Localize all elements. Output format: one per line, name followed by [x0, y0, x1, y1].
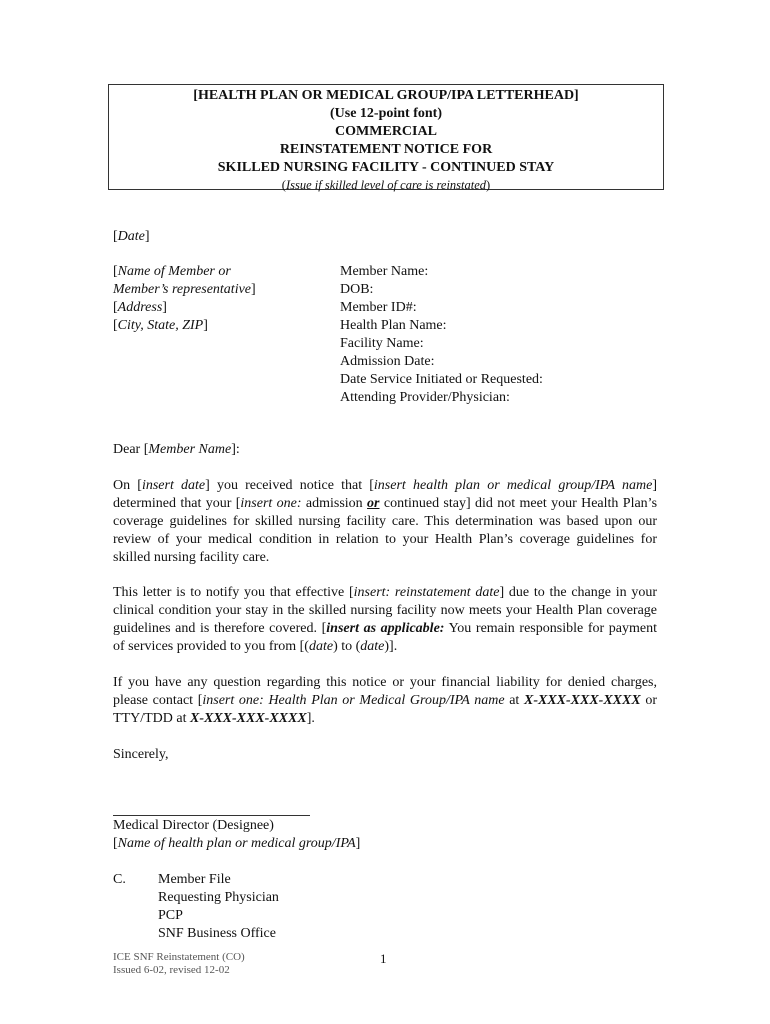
recipient-city: [City, State, ZIP] — [113, 318, 208, 333]
member-info-field: Member Name: — [340, 264, 429, 279]
notice-title: REINSTATEMENT NOTICE FOR — [279, 142, 493, 157]
recipient-address: [Address] — [113, 300, 167, 315]
signer-title: Medical Director (Designee) — [113, 818, 274, 833]
cc-item: Requesting Physician — [158, 890, 279, 905]
member-info-field: Date Service Initiated or Requested: — [340, 372, 543, 387]
signer-org: [Name of health plan or medical group/IPA] — [113, 836, 361, 851]
recipient-address-block — [113, 263, 343, 335]
plan-type: COMMERCIAL — [335, 124, 437, 139]
cc-list — [158, 871, 279, 943]
letterhead-box — [108, 84, 664, 190]
cc-item: Member File — [158, 872, 231, 887]
recipient-name-line2: Member’s representative] — [113, 282, 256, 297]
footer-revision: Issued 6-02, revised 12-02 — [113, 964, 230, 976]
paragraph-contact: If you have any question regarding this notice or your financial liability for denied charges, please contact [insert one: Health Plan or Medical Group/IPA name at X-XXX-XXX-XXXX or TTY/TDD at X-XXX-XXX-XXXX]. — [113, 675, 658, 726]
page-number: 1 — [380, 951, 387, 966]
member-info-field: Health Plan Name: — [340, 318, 447, 333]
footer-form-name: ICE SNF Reinstatement (CO) — [113, 951, 245, 963]
recipient-name-line1: [Name of Member or — [113, 264, 231, 279]
document-footer — [113, 951, 245, 977]
letterhead-placeholder: [HEALTH PLAN OR MEDICAL GROUP/IPA LETTERHEAD] — [193, 88, 579, 103]
signer-block — [113, 817, 360, 853]
member-info-field: Admission Date: — [340, 354, 435, 369]
signature-line — [113, 815, 310, 816]
member-info-field: Facility Name: — [340, 336, 424, 351]
cc-label: C. — [113, 872, 126, 887]
notice-subtitle: SKILLED NURSING FACILITY - CONTINUED STAY — [217, 160, 555, 175]
member-info-field: Attending Provider/Physician: — [340, 390, 510, 405]
member-info-block — [340, 263, 640, 407]
member-info-field: DOB: — [340, 282, 374, 297]
member-info-field: Member ID#: — [340, 300, 417, 315]
date-placeholder: [Date] — [113, 229, 150, 244]
closing: Sincerely, — [113, 747, 169, 762]
issue-note: (Issue if skilled level of care is reinstated) — [281, 178, 491, 192]
paragraph-determination: On [insert date] you received notice that [insert health plan or medical group/IPA name] determined that your [insert one: admission or continued stay] did not meet your Health Plan’s coverage guidelines for skilled nursing facility care. This determination was based upon our review of your medical condition in relation to your Health Plan’s coverage guidelines for skilled nursing facility care. — [113, 478, 658, 565]
font-instruction: (Use 12-point font) — [330, 106, 442, 121]
paragraph-reinstatement: This letter is to notify you that effective [insert: reinstatement date] due to the change in your clinical condition your stay in the skilled nursing facility now meets your Health Plan coverage guidelines and is therefore covered. [insert as applicable: You remain responsible for payment of services provided to you from [(date) to (date)]. — [113, 585, 658, 654]
cc-item: PCP — [158, 908, 183, 923]
cc-item: SNF Business Office — [158, 926, 276, 941]
salutation: Dear [Member Name]: — [113, 442, 240, 457]
